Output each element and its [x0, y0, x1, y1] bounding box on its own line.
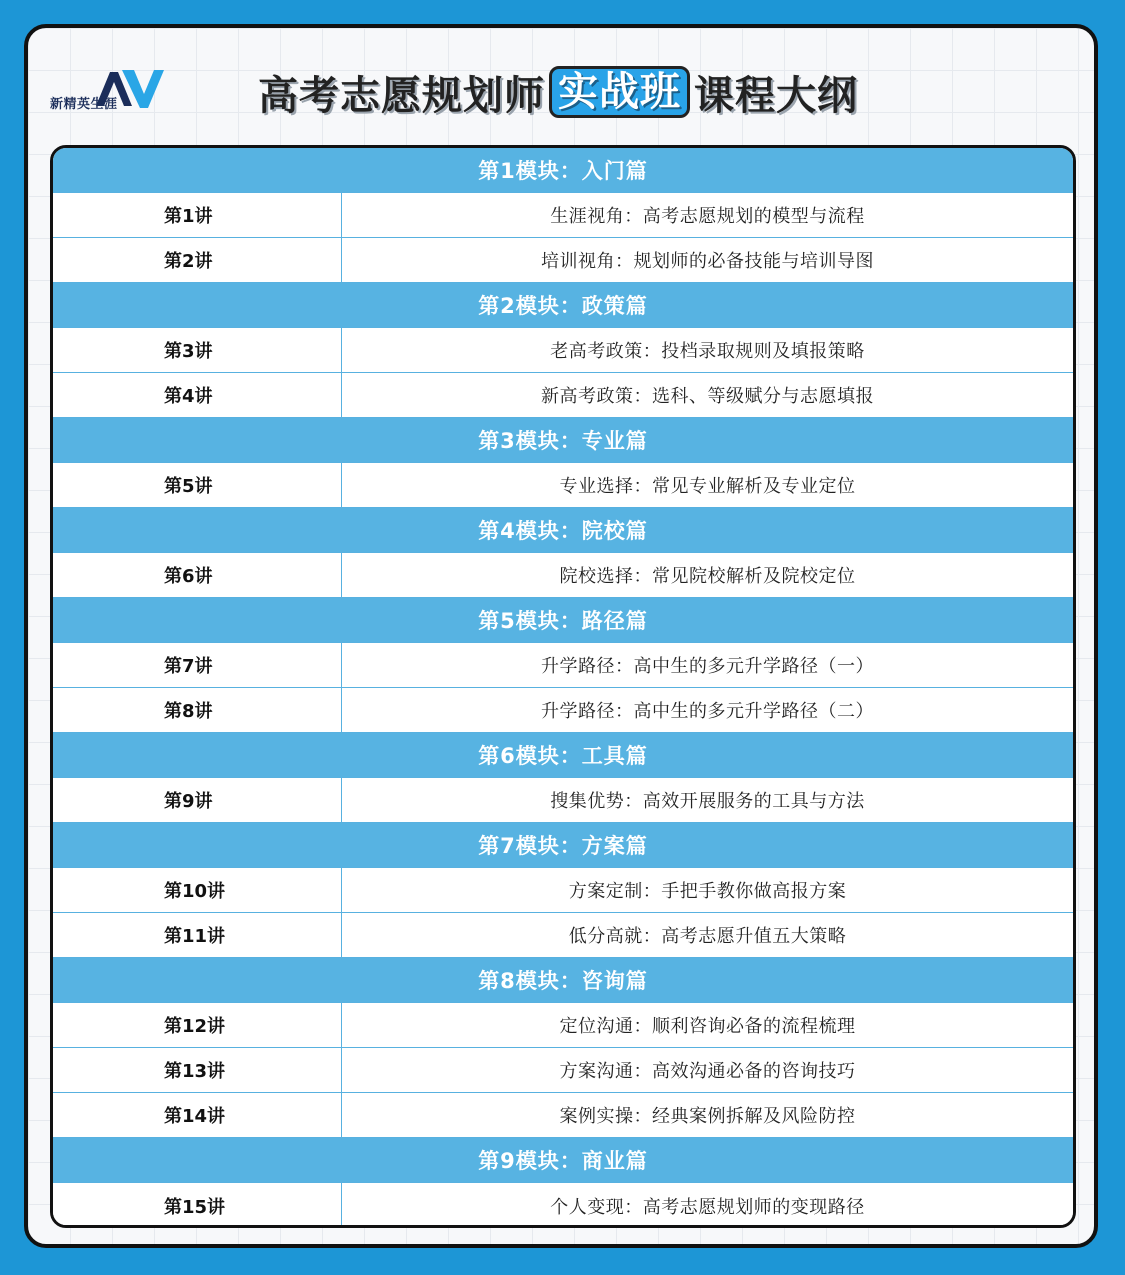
- module-header: 第1模块：入门篇: [53, 148, 1073, 193]
- lecture-topic: 升学路径：高中生的多元升学路径（二）: [541, 701, 874, 722]
- module-header: 第8模块：咨询篇: [53, 958, 1073, 1003]
- lecture-topic: 院校选择：常见院校解析及院校定位: [559, 566, 856, 587]
- brand-name: 新精英生涯: [50, 97, 118, 112]
- lecture-topic: 个人变现：高考志愿规划师的变现路径: [550, 1196, 865, 1218]
- lecture-row: [53, 1048, 1073, 1093]
- lecture-row: [53, 193, 1073, 238]
- title-part-before: 高考志愿规划师: [258, 72, 545, 119]
- title-part-after: 课程大纲: [694, 72, 858, 119]
- syllabus-table: [50, 145, 1076, 1228]
- lecture-row: [53, 553, 1073, 598]
- lecture-topic: 老高考政策：投档录取规则及填报策略: [550, 341, 865, 362]
- lecture-topic: 培训视角：规划师的必备技能与培训导图: [541, 251, 874, 272]
- lecture-topic: 方案沟通：高效沟通必备的咨询技巧: [559, 1061, 856, 1082]
- lecture-number: 第3讲: [53, 328, 342, 372]
- lecture-row: [53, 643, 1073, 688]
- syllabus-card: [24, 24, 1098, 1248]
- lecture-topic: 方案定制：手把手教你做高报方案: [568, 881, 847, 902]
- lecture-number: 第9讲: [53, 778, 342, 822]
- module-header: 第5模块：路径篇: [53, 598, 1073, 643]
- lecture-topic: 新高考政策：选科、等级赋分与志愿填报: [541, 386, 874, 407]
- lecture-topic: 搜集优势：高效开展服务的工具与方法: [550, 791, 865, 812]
- lecture-topic: 案例实操：经典案例拆解及风险防控: [559, 1106, 856, 1127]
- lecture-number: 第4讲: [53, 373, 342, 417]
- lecture-topic: 生涯视角：高考志愿规划的模型与流程: [550, 206, 865, 227]
- brand-logo: [50, 64, 170, 114]
- lecture-number: 第13讲: [53, 1048, 342, 1092]
- lecture-number: 第15讲: [53, 1183, 342, 1228]
- lecture-number: 第11讲: [53, 913, 342, 957]
- lecture-topic: 低分高就：高考志愿升值五大策略: [568, 926, 847, 947]
- lecture-row: [53, 688, 1073, 733]
- lecture-row: [53, 913, 1073, 958]
- lecture-number: 第5讲: [53, 463, 342, 507]
- lecture-row: [53, 328, 1073, 373]
- title-highlight: 实战班: [549, 66, 690, 118]
- lecture-number: 第6讲: [53, 553, 342, 597]
- module-header: 第9模块：商业篇: [53, 1138, 1073, 1183]
- module-header: 第2模块：政策篇: [53, 283, 1073, 328]
- lecture-row: [53, 1093, 1073, 1138]
- lecture-topic: 升学路径：高中生的多元升学路径（一）: [541, 656, 874, 677]
- lecture-number: 第10讲: [53, 868, 342, 912]
- page-title: [258, 64, 858, 120]
- lecture-row: [53, 373, 1073, 418]
- lecture-row: [53, 778, 1073, 823]
- module-header: 第4模块：院校篇: [53, 508, 1073, 553]
- lecture-number: 第8讲: [53, 688, 342, 732]
- lecture-row: [53, 868, 1073, 913]
- lecture-number: 第14讲: [53, 1093, 342, 1137]
- lecture-topic: 定位沟通：顺利咨询必备的流程梳理: [559, 1016, 856, 1037]
- module-header: 第7模块：方案篇: [53, 823, 1073, 868]
- lecture-row: [53, 238, 1073, 283]
- lecture-number: 第1讲: [53, 193, 342, 237]
- lecture-row: [53, 1183, 1073, 1228]
- lecture-row: [53, 1003, 1073, 1048]
- module-header: 第3模块：专业篇: [53, 418, 1073, 463]
- lecture-number: 第12讲: [53, 1003, 342, 1047]
- lecture-topic: 专业选择：常见专业解析及专业定位: [559, 476, 856, 497]
- lecture-number: 第7讲: [53, 643, 342, 687]
- lecture-number: 第2讲: [53, 238, 342, 282]
- lecture-row: [53, 463, 1073, 508]
- module-header: 第6模块：工具篇: [53, 733, 1073, 778]
